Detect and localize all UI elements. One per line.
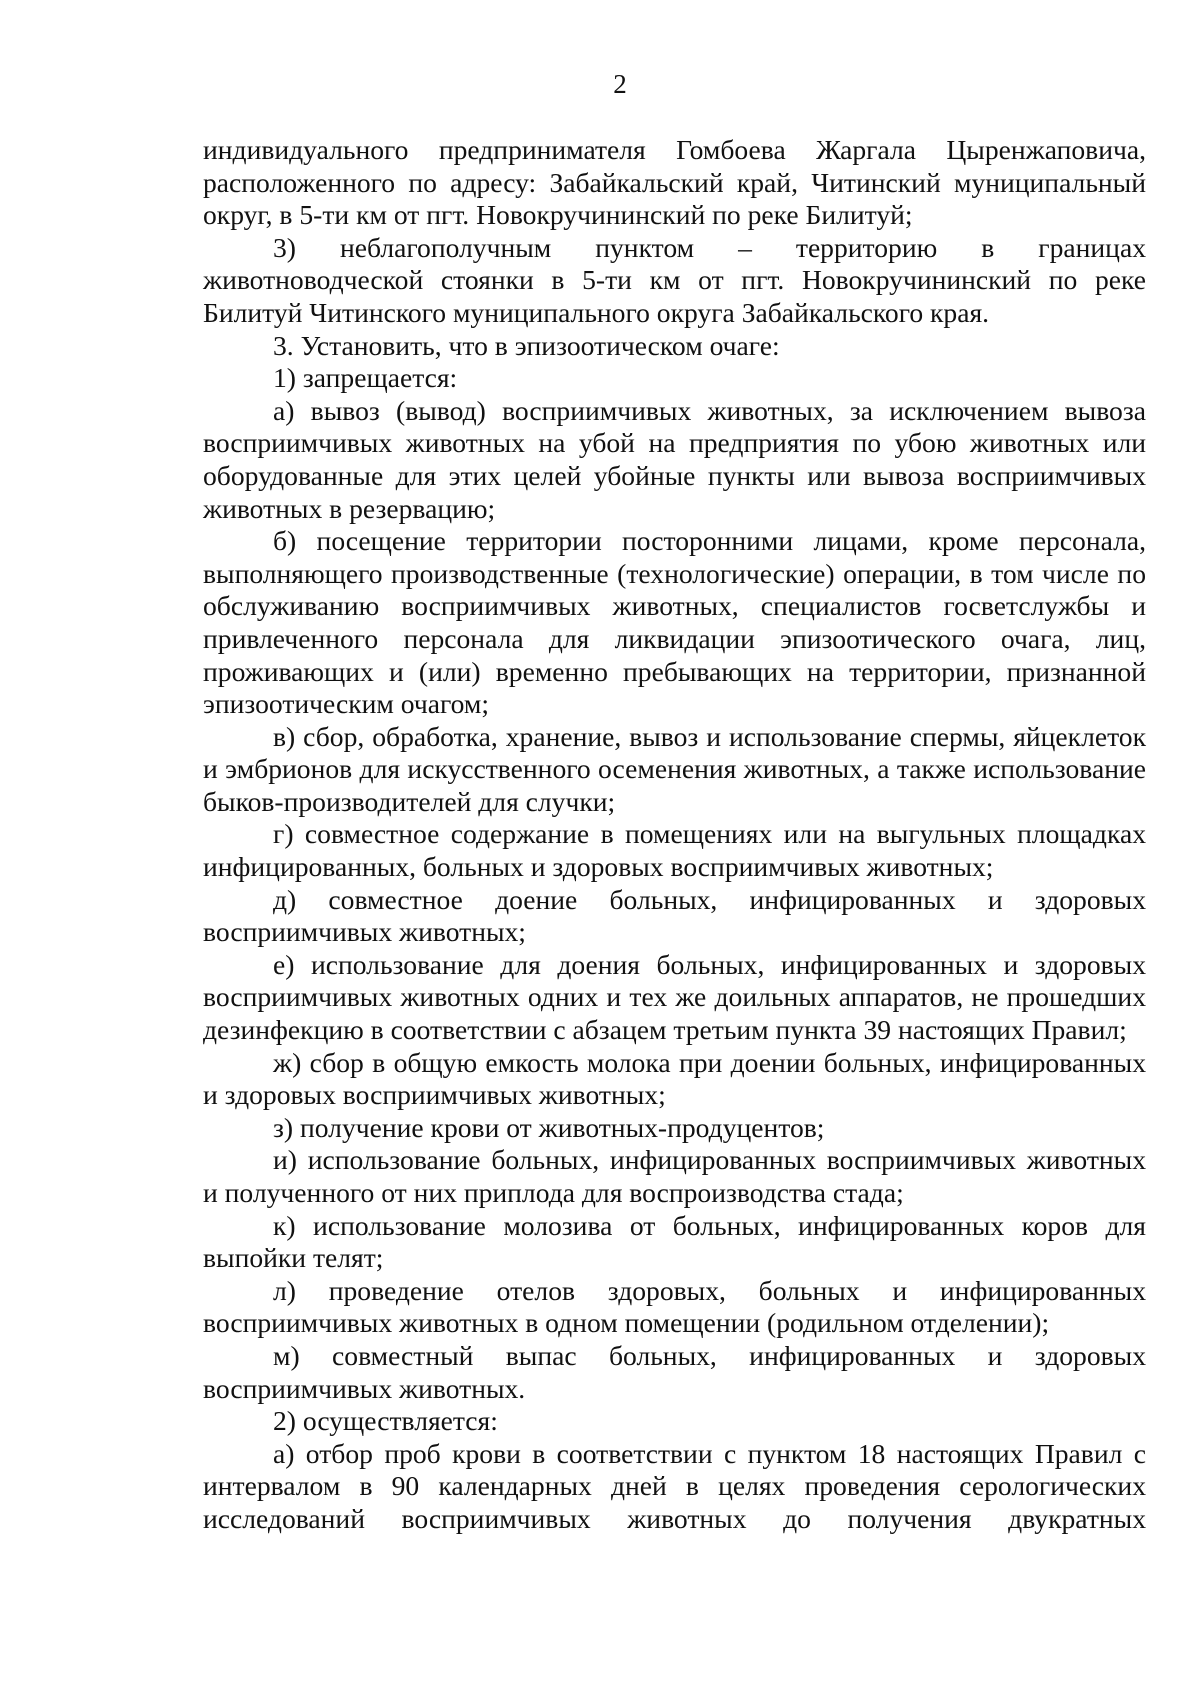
page-number: 2 [613,69,627,99]
paragraph-12: з) получение крови от животных-продуцентов; [273,1111,825,1143]
paragraph-7: в) сбор, обработка, хранение, вывоз и использование спермы, яйцеклеток и эмбрионов для искусственного осеменения животных, а также использование быков-производителей для случки; [203,720,1146,817]
paragraph-13: и) использование больных, инфицированных восприимчивых животных и полученного от них приплода для воспроизводства стада; [203,1144,1146,1208]
paragraph-11: ж) сбор в общую емкость молока при доении больных, инфицированных и здоровых восприимчивых животных; [203,1046,1146,1111]
paragraph-15: л) проведение отелов здоровых, больных и инфицированных восприимчивых животных в одном помещении (родильном отделении); [203,1274,1146,1339]
paragraph-8: г) совместное содержание в помещениях или на выгульных площадках инфицированных, больных и здоровых восприимчивых животных; [203,818,1146,883]
paragraph-1: индивидуального предпринимателя Гомбоева Жаргала Цыренжаповича, расположенного по адресу: Забайкальский край, Читинский муниципальный округ, в 5-ти км от пгт. Новокручининский по реке Билитуй; [203,134,1146,231]
paragraph-16: м) совместный выпас больных, инфицированных и здоровых восприимчивых животных. [203,1339,1146,1404]
paragraph-2: 3) неблагополучным пунктом – территорию в границах животноводческой стоянки в 5-ти км от пгт. Новокручининский по реке Билитуй Читинского муниципального округа Забайкальского края. [203,231,1146,328]
paragraph-14: к) использование молозива от больных, инфицированных коров для выпойки телят; [203,1209,1146,1274]
paragraph-3: 3. Установить, что в эпизоотическом очаге: [273,329,780,361]
paragraph-6: б) посещение территории посторонними лицами, кроме персонала, выполняющего производственные (технологические) операции, в том числе по обслуживанию восприимчивых животных, специалистов госветслужбы и привлеченного персонала для ликвидации эпизоотического очага, лиц, проживающих и (или) временно пребывающих на территории, признанной эпизоотическим очагом; [203,525,1146,720]
paragraph-17: 2) осуществляется: [273,1405,498,1437]
document-body [203,134,1146,1536]
paragraph-9: д) совместное доение больных, инфицированных и здоровых восприимчивых животных; [203,883,1146,948]
paragraph-18: а) отбор проб крови в соответствии с пунктом 18 настоящих Правил с интервалом в 90 календарных дней в целях проведения серологических исследований восприимчивых животных до получения двукратных [203,1437,1146,1534]
paragraph-4: 1) запрещается: [273,362,458,394]
paragraph-5: а) вывоз (вывод) восприимчивых животных, за исключением вывоза восприимчивых животных на убой на предприятия по убою животных или оборудованные для этих целей убойные пункты или вывоза восприимчивых животных в резервацию; [203,394,1146,524]
paragraph-10: е) использование для доения больных, инфицированных и здоровых восприимчивых животных одних и тех же доильных аппаратов, не прошедших дезинфекцию в соответствии с абзацем третьим пункта 39 настоящих Правил; [203,948,1146,1046]
